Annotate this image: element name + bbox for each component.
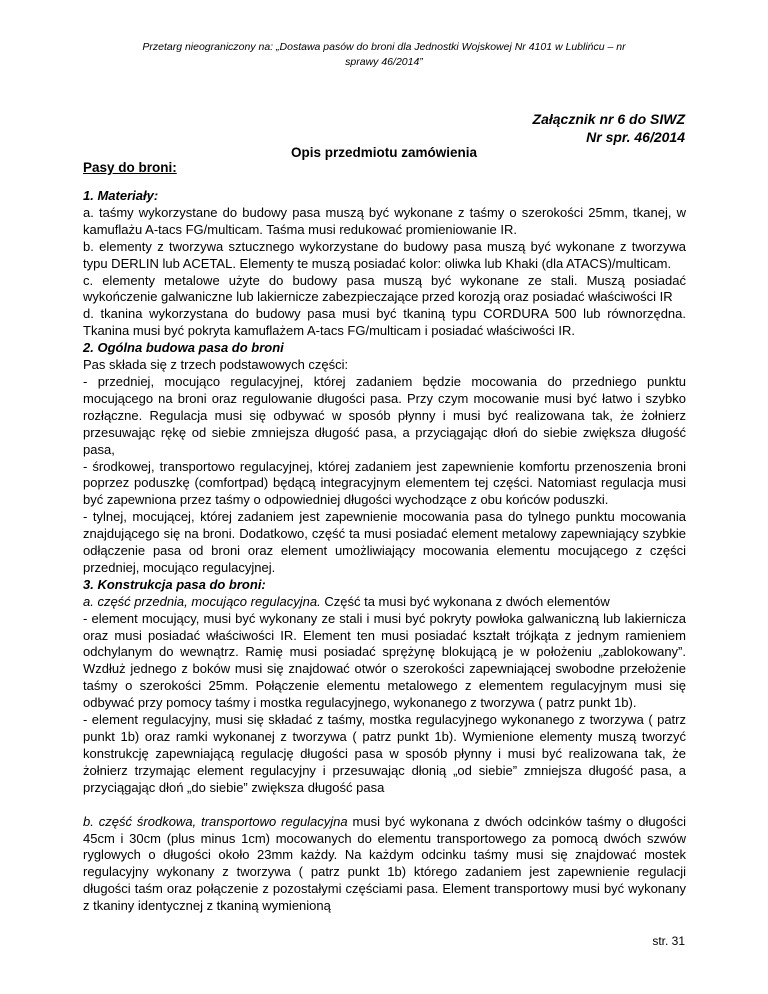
middle-part-label: b. część środkowa, transportowo regulacyjna	[83, 813, 348, 829]
general-structure-heading: 2. Ogólna budowa pasa do broni	[83, 340, 284, 356]
middle-part-text: musi być wykonana z dwóch odcinków taśmy o długości 45cm i 30cm (plus minus 1cm) mocowanych do elementu transportowego za pomocą dwóch szwów ryglowych o długości około 23mm każdy. Na każdym odcinku taśmy musi się znajdować mostek regulacyjny wykonany z tworzywa ( patrz punkt 1b) którego zadaniem jest zapewnienie regulacji długości taśm oraz połączenie z pozostałymi częściami pasa. Element transportowy musi być wykonany z tkaniny identycznej z tkaniną wymienioną	[83, 813, 687, 914]
general-structure-middle: - środkowej, transportowo regulacyjnej, której zadaniem jest zapewnienie komfortu przenoszenia broni poprzez poduszkę (comfortpad) będącą integracyjnym elementem tej części. Natomiast regulacja musi być zapewniona przez taśmy o odpowiedniej długości wychodzące z obu końców poduszki.	[83, 458, 686, 508]
front-part-label: a. część przednia, mocująco regulacyjna.	[83, 593, 321, 609]
document-title: Opis przedmiotu zamówienia	[290, 145, 478, 160]
annex-line-1: Załącznik nr 6 do SIWZ	[532, 111, 685, 127]
header-line-1: Przetarg nieograniczony na: „Dostawa pasów do broni dla Jednostki Wojskowej Nr 4101 w Lublińcu – nr	[142, 41, 626, 53]
general-structure-intro: Pas składa się z trzech podstawowych części:	[83, 357, 349, 373]
annex-label	[533, 110, 685, 146]
header-line-2: sprawy 46/2014”	[345, 56, 423, 68]
page-header	[80, 40, 688, 70]
annex-line-2: Nr spr. 46/2014	[586, 129, 685, 145]
document-body	[83, 188, 686, 915]
materials-item-b: b. elementy z tworzywa sztucznego wykorzystane do budowy pasa muszą być wykonane z tworzywa typu DERLIN lub ACETAL. Elementy te muszą posiadać kolor: oliwka lub Khaki (dla ATACS)/multicam.	[83, 238, 686, 271]
construction-mounting-element: - element mocujący, musi być wykonany ze stali i musi być pokryty powłoka galwaniczną lub lakiernicza oraz musi posiadać właściwości IR. Element ten musi posiadać kształt trójkąta z jednym ramieniem odchylanym do wewnątrz. Ramię musi posiadać sprężynę blokującą je w położeniu „zablokowany”. Wzdłuż jednego z boków musi się znajdować otwór o szerokości zapewniającej swobodne przełożenie taśmy o szerokości 25mm. Połączenie elementu metalowego z elementem regulacyjnym musi się odbywać przy pomocy taśmy i mostka regulacyjnego, wykonanego z tworzywa ( patrz punkt 1b).	[83, 610, 686, 711]
materials-heading: 1. Materiały:	[83, 188, 159, 203]
front-part-text: Część ta musi być wykonana z dwóch elementów	[320, 593, 610, 609]
construction-heading: 3. Konstrukcja pasa do broni:	[83, 576, 266, 592]
section-heading: Pasy do broni:	[83, 160, 177, 175]
materials-item-d: d. tkanina wykorzystana do budowy pasa musi być tkaniną typu CORDURA 500 lub równorzędna. Tkanina musi być pokryta kamuflażem A-tacs FG/multicam i posiadać właściwości IR.	[83, 306, 686, 339]
page-number: str. 31	[652, 934, 685, 948]
general-structure-front: - przedniej, mocująco regulacyjnej, której zadaniem będzie mocowania do przedniego punktu mocującego na broni oraz regulowanie długości pasa. Przy czym mocowanie musi być łatwo i szybko rozłączne. Regulacja musi się odbywać w sposób płynny i musi być realizowana tak, że żołnierz przesuwając rękę od siebie zmniejsza długość pasa, a przyciągając dłoń do siebie zwiększa długość pasa,	[83, 373, 686, 457]
general-structure-rear: - tylnej, mocującej, której zadaniem jest zapewnienie mocowania pasa do tylnego punktu mocowania znajdującego się na broni. Dodatkowo, część ta musi posiadać element metalowy zapewniający szybkie odłączenie pasa od broni oraz element umożliwiający mocowania elementu mocującego z części przedniej, mocująco regulacyjnej.	[83, 509, 686, 575]
construction-middle-part	[83, 814, 686, 915]
materials-item-a: a. taśmy wykorzystane do budowy pasa muszą być wykonane z taśmy o szerokości 25mm, tkanej, w kamuflażu A-tacs FG/multicam. Taśma musi redukować promieniowanie IR.	[83, 204, 686, 237]
materials-item-c: c. elementy metalowe użyte do budowy pasa muszą być wykonane ze stali. Muszą posiadać wykończenie galwaniczne lub lakiernicze zabezpieczające przed korozją oraz posiadać właściwości IR	[83, 272, 686, 305]
construction-front-part	[83, 594, 686, 611]
construction-adjusting-element: - element regulacyjny, musi się składać z taśmy, mostka regulacyjnego wykonanego z tworzywa ( patrz punkt 1b) oraz ramki wykonanej z tworzywa ( patrz punkt 1b). Wymienione elementy muszą tworzyć konstrukcję zapewniającą regulację długości pasa w sposób płynny i musi być realizowana tak, że żołnierz trzymając element regulacyjny i przesuwając dłonią „od siebie” zmniejsza długość pasa, a przyciągając dłoń „do siebie” zwiększa długość pasa	[83, 712, 686, 795]
